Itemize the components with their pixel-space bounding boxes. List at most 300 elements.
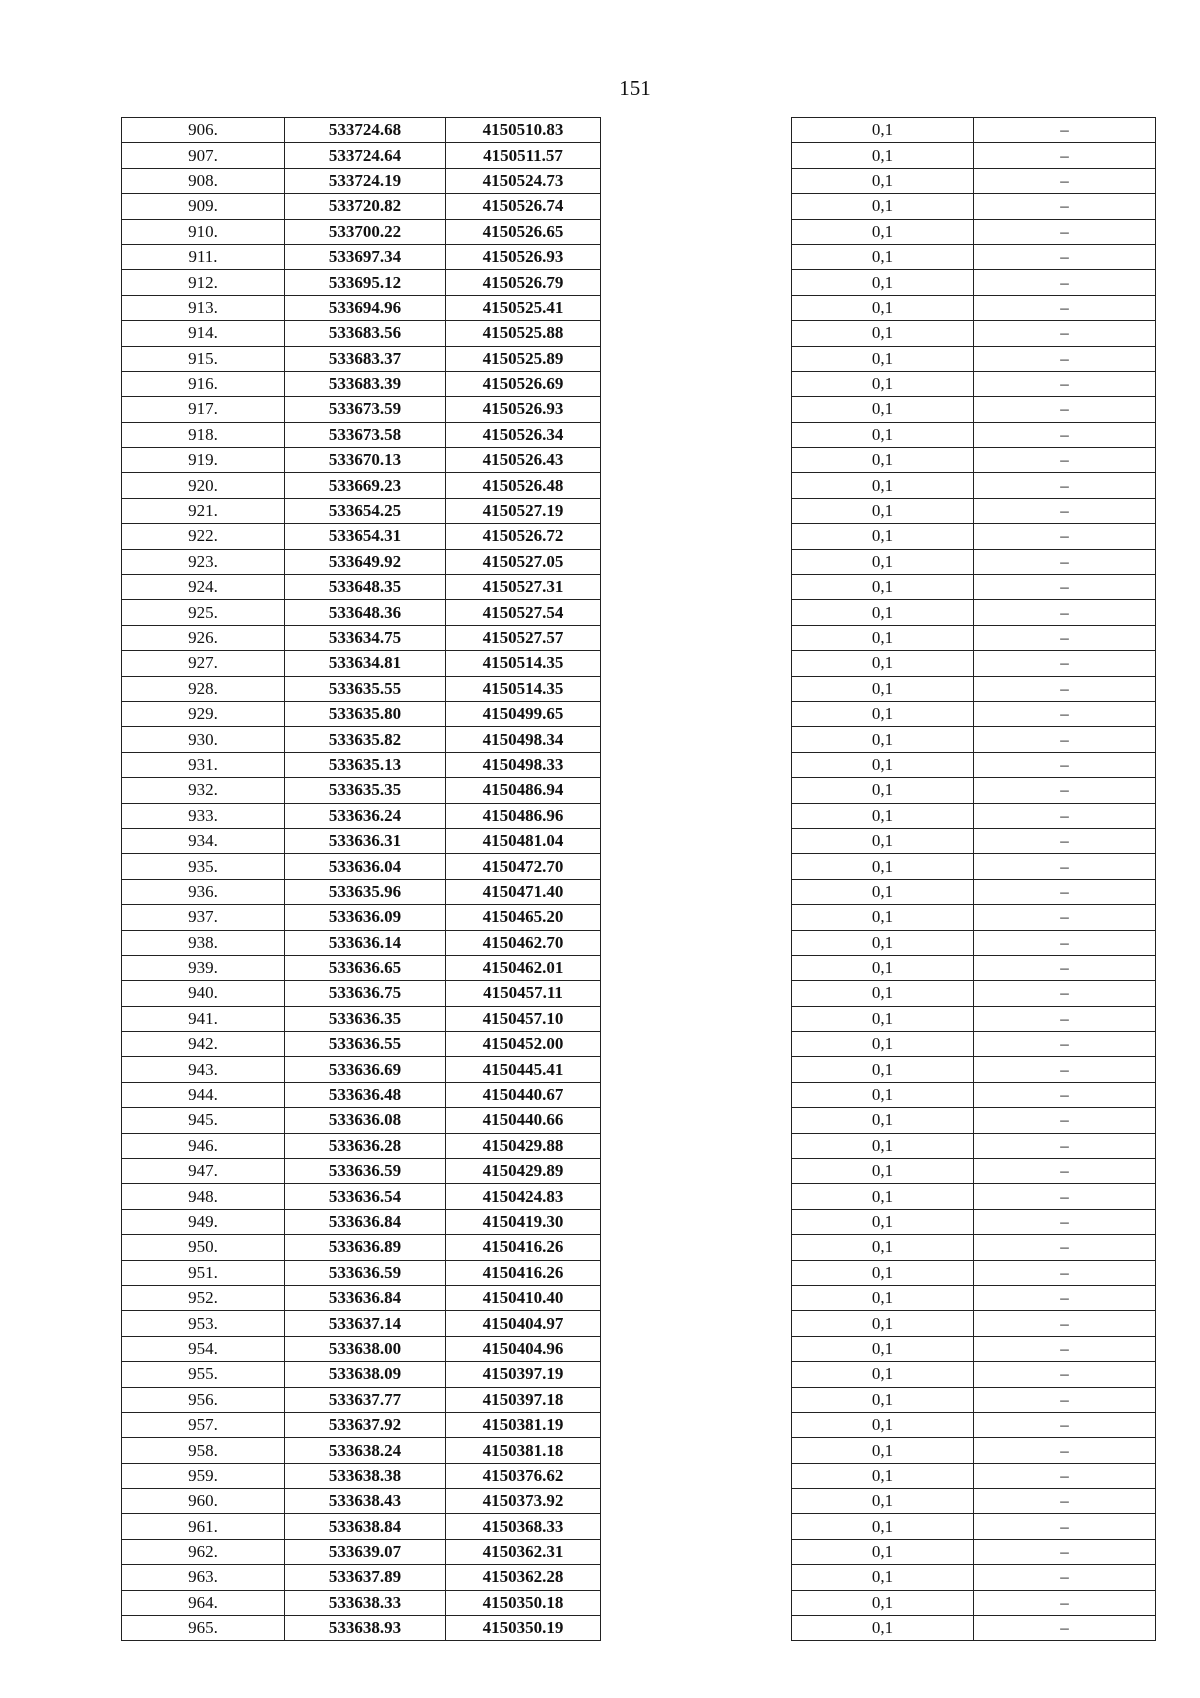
- dash-cell: –: [974, 1311, 1156, 1336]
- accuracy-cell: 0,1: [792, 575, 974, 600]
- table-row: [792, 168, 1156, 193]
- y-coordinate-cell: 4150526.74: [446, 194, 601, 219]
- table-row: [122, 752, 601, 777]
- x-coordinate-cell: 533638.43: [285, 1489, 446, 1514]
- dash-cell: –: [974, 295, 1156, 320]
- y-coordinate-cell: 4150424.83: [446, 1184, 601, 1209]
- accuracy-cell: 0,1: [792, 244, 974, 269]
- table-row: [792, 778, 1156, 803]
- y-coordinate-cell: 4150510.83: [446, 118, 601, 143]
- point-number-cell: 925.: [122, 600, 285, 625]
- y-coordinate-cell: 4150416.26: [446, 1235, 601, 1260]
- y-coordinate-cell: 4150457.11: [446, 981, 601, 1006]
- table-row: [792, 1311, 1156, 1336]
- x-coordinate-cell: 533638.00: [285, 1336, 446, 1361]
- x-coordinate-cell: 533669.23: [285, 473, 446, 498]
- table-row: [792, 1514, 1156, 1539]
- dash-cell: –: [974, 549, 1156, 574]
- x-coordinate-cell: 533673.59: [285, 397, 446, 422]
- point-number-cell: 922.: [122, 524, 285, 549]
- x-coordinate-cell: 533724.19: [285, 168, 446, 193]
- x-coordinate-cell: 533636.89: [285, 1235, 446, 1260]
- table-row: [792, 498, 1156, 523]
- dash-cell: –: [974, 1285, 1156, 1310]
- x-coordinate-cell: 533635.82: [285, 727, 446, 752]
- accuracy-cell: 0,1: [792, 1133, 974, 1158]
- dash-cell: –: [974, 1539, 1156, 1564]
- accuracy-cell: 0,1: [792, 371, 974, 396]
- dash-cell: –: [974, 879, 1156, 904]
- table-row: [122, 270, 601, 295]
- table-row: [792, 1235, 1156, 1260]
- table-row: [122, 498, 601, 523]
- table-row: [792, 321, 1156, 346]
- table-row: [122, 473, 601, 498]
- table-row: [122, 422, 601, 447]
- table-row: [122, 118, 601, 143]
- accuracy-cell: 0,1: [792, 1412, 974, 1437]
- y-coordinate-cell: 4150499.65: [446, 701, 601, 726]
- table-row: [122, 1285, 601, 1310]
- x-coordinate-cell: 533637.14: [285, 1311, 446, 1336]
- dash-cell: –: [974, 1184, 1156, 1209]
- table-row: [122, 575, 601, 600]
- accuracy-cell: 0,1: [792, 1463, 974, 1488]
- accuracy-cell: 0,1: [792, 676, 974, 701]
- dash-cell: –: [974, 803, 1156, 828]
- point-number-cell: 959.: [122, 1463, 285, 1488]
- table-row: [792, 1463, 1156, 1488]
- accuracy-cell: 0,1: [792, 1514, 974, 1539]
- accuracy-cell: 0,1: [792, 1387, 974, 1412]
- y-coordinate-cell: 4150462.01: [446, 955, 601, 980]
- dash-cell: –: [974, 422, 1156, 447]
- y-coordinate-cell: 4150452.00: [446, 1032, 601, 1057]
- table-row: [122, 1387, 601, 1412]
- table-row: [122, 549, 601, 574]
- x-coordinate-cell: 533697.34: [285, 244, 446, 269]
- accuracy-cell: 0,1: [792, 1489, 974, 1514]
- x-coordinate-cell: 533636.54: [285, 1184, 446, 1209]
- table-row: [122, 1336, 601, 1361]
- x-coordinate-cell: 533636.08: [285, 1108, 446, 1133]
- dash-cell: –: [974, 1108, 1156, 1133]
- table-row: [122, 905, 601, 930]
- dash-cell: –: [974, 676, 1156, 701]
- x-coordinate-cell: 533636.48: [285, 1082, 446, 1107]
- table-row: [792, 676, 1156, 701]
- y-coordinate-cell: 4150486.94: [446, 778, 601, 803]
- table-row: [122, 1006, 601, 1031]
- dash-cell: –: [974, 448, 1156, 473]
- table-row: [122, 321, 601, 346]
- y-coordinate-cell: 4150410.40: [446, 1285, 601, 1310]
- y-coordinate-cell: 4150526.65: [446, 219, 601, 244]
- table-row: [792, 1006, 1156, 1031]
- accuracy-cell: 0,1: [792, 1209, 974, 1234]
- dash-cell: –: [974, 473, 1156, 498]
- dash-cell: –: [974, 752, 1156, 777]
- x-coordinate-cell: 533636.35: [285, 1006, 446, 1031]
- point-number-cell: 947.: [122, 1159, 285, 1184]
- accuracy-cell: 0,1: [792, 397, 974, 422]
- y-coordinate-cell: 4150368.33: [446, 1514, 601, 1539]
- accuracy-cell: 0,1: [792, 346, 974, 371]
- table-row: [122, 219, 601, 244]
- x-coordinate-cell: 533673.58: [285, 422, 446, 447]
- x-coordinate-cell: 533639.07: [285, 1539, 446, 1564]
- point-number-cell: 933.: [122, 803, 285, 828]
- table-row: [122, 1616, 601, 1641]
- dash-cell: –: [974, 1590, 1156, 1615]
- dash-cell: –: [974, 1032, 1156, 1057]
- dash-cell: –: [974, 828, 1156, 853]
- dash-cell: –: [974, 1235, 1156, 1260]
- y-coordinate-cell: 4150527.19: [446, 498, 601, 523]
- x-coordinate-cell: 533636.65: [285, 955, 446, 980]
- table-row: [792, 1285, 1156, 1310]
- x-coordinate-cell: 533636.84: [285, 1285, 446, 1310]
- table-row: [792, 600, 1156, 625]
- point-number-cell: 917.: [122, 397, 285, 422]
- coordinates-table-body: [122, 118, 601, 1641]
- table-row: [122, 778, 601, 803]
- table-row: [792, 473, 1156, 498]
- point-number-cell: 913.: [122, 295, 285, 320]
- table-row: [122, 1590, 601, 1615]
- accuracy-cell: 0,1: [792, 194, 974, 219]
- page-number: 151: [619, 76, 651, 100]
- table-row: [122, 1032, 601, 1057]
- accuracy-cell: 0,1: [792, 118, 974, 143]
- dash-cell: –: [974, 194, 1156, 219]
- accuracy-cell: 0,1: [792, 1108, 974, 1133]
- accuracy-cell: 0,1: [792, 219, 974, 244]
- y-coordinate-cell: 4150498.34: [446, 727, 601, 752]
- table-row: [792, 371, 1156, 396]
- table-row: [122, 1057, 601, 1082]
- point-number-cell: 921.: [122, 498, 285, 523]
- table-row: [792, 1438, 1156, 1463]
- accuracy-cell: 0,1: [792, 1006, 974, 1031]
- y-coordinate-cell: 4150514.35: [446, 651, 601, 676]
- y-coordinate-cell: 4150526.93: [446, 244, 601, 269]
- table-row: [122, 1159, 601, 1184]
- accuracy-cell: 0,1: [792, 1260, 974, 1285]
- y-coordinate-cell: 4150526.43: [446, 448, 601, 473]
- table-row: [792, 524, 1156, 549]
- y-coordinate-cell: 4150524.73: [446, 168, 601, 193]
- table-row: [792, 905, 1156, 930]
- x-coordinate-cell: 533695.12: [285, 270, 446, 295]
- table-row: [122, 879, 601, 904]
- table-row: [792, 1032, 1156, 1057]
- point-number-cell: 956.: [122, 1387, 285, 1412]
- table-row: [122, 1463, 601, 1488]
- table-row: [792, 752, 1156, 777]
- point-number-cell: 950.: [122, 1235, 285, 1260]
- dash-cell: –: [974, 575, 1156, 600]
- table-row: [122, 600, 601, 625]
- y-coordinate-cell: 4150514.35: [446, 676, 601, 701]
- accuracy-cell: 0,1: [792, 1539, 974, 1564]
- coordinates-table: [121, 117, 601, 1641]
- dash-cell: –: [974, 1260, 1156, 1285]
- x-coordinate-cell: 533700.22: [285, 219, 446, 244]
- point-number-cell: 920.: [122, 473, 285, 498]
- dash-cell: –: [974, 498, 1156, 523]
- table-row: [792, 1539, 1156, 1564]
- y-coordinate-cell: 4150465.20: [446, 905, 601, 930]
- y-coordinate-cell: 4150526.69: [446, 371, 601, 396]
- x-coordinate-cell: 533634.75: [285, 625, 446, 650]
- table-row: [122, 524, 601, 549]
- table-row: [792, 651, 1156, 676]
- y-coordinate-cell: 4150498.33: [446, 752, 601, 777]
- y-coordinate-cell: 4150376.62: [446, 1463, 601, 1488]
- accuracy-cell: 0,1: [792, 549, 974, 574]
- dash-cell: –: [974, 371, 1156, 396]
- accuracy-cell: 0,1: [792, 1336, 974, 1361]
- point-number-cell: 929.: [122, 701, 285, 726]
- point-number-cell: 939.: [122, 955, 285, 980]
- dash-cell: –: [974, 930, 1156, 955]
- table-row: [792, 143, 1156, 168]
- table-row: [792, 1260, 1156, 1285]
- table-row: [122, 854, 601, 879]
- accuracy-cell: 0,1: [792, 1285, 974, 1310]
- x-coordinate-cell: 533638.93: [285, 1616, 446, 1641]
- x-coordinate-cell: 533638.38: [285, 1463, 446, 1488]
- y-coordinate-cell: 4150525.89: [446, 346, 601, 371]
- x-coordinate-cell: 533635.13: [285, 752, 446, 777]
- y-coordinate-cell: 4150429.89: [446, 1159, 601, 1184]
- point-number-cell: 908.: [122, 168, 285, 193]
- x-coordinate-cell: 533724.68: [285, 118, 446, 143]
- dash-cell: –: [974, 955, 1156, 980]
- table-row: [122, 1539, 601, 1564]
- accuracy-cell: 0,1: [792, 803, 974, 828]
- table-row: [122, 1082, 601, 1107]
- accuracy-cell: 0,1: [792, 448, 974, 473]
- accuracy-cell: 0,1: [792, 295, 974, 320]
- y-coordinate-cell: 4150527.54: [446, 600, 601, 625]
- table-row: [792, 397, 1156, 422]
- y-coordinate-cell: 4150526.34: [446, 422, 601, 447]
- table-row: [792, 1387, 1156, 1412]
- point-number-cell: 948.: [122, 1184, 285, 1209]
- table-row: [122, 1489, 601, 1514]
- y-coordinate-cell: 4150525.41: [446, 295, 601, 320]
- point-number-cell: 926.: [122, 625, 285, 650]
- point-number-cell: 928.: [122, 676, 285, 701]
- point-number-cell: 964.: [122, 1590, 285, 1615]
- accuracy-cell: 0,1: [792, 625, 974, 650]
- x-coordinate-cell: 533648.36: [285, 600, 446, 625]
- table-row: [122, 955, 601, 980]
- table-row: [792, 1489, 1156, 1514]
- table-row: [792, 448, 1156, 473]
- x-coordinate-cell: 533636.59: [285, 1260, 446, 1285]
- x-coordinate-cell: 533636.09: [285, 905, 446, 930]
- table-row: [792, 295, 1156, 320]
- accuracy-cell: 0,1: [792, 270, 974, 295]
- point-number-cell: 937.: [122, 905, 285, 930]
- y-coordinate-cell: 4150526.79: [446, 270, 601, 295]
- table-row: [792, 854, 1156, 879]
- table-row: [122, 930, 601, 955]
- point-number-cell: 961.: [122, 1514, 285, 1539]
- accuracy-cell: 0,1: [792, 1057, 974, 1082]
- accuracy-cell: 0,1: [792, 1362, 974, 1387]
- accuracy-cell: 0,1: [792, 473, 974, 498]
- x-coordinate-cell: 533724.64: [285, 143, 446, 168]
- table-row: [792, 1133, 1156, 1158]
- x-coordinate-cell: 533636.59: [285, 1159, 446, 1184]
- point-number-cell: 924.: [122, 575, 285, 600]
- dash-cell: –: [974, 1438, 1156, 1463]
- y-coordinate-cell: 4150525.88: [446, 321, 601, 346]
- table-row: [792, 1590, 1156, 1615]
- point-number-cell: 945.: [122, 1108, 285, 1133]
- x-coordinate-cell: 533635.96: [285, 879, 446, 904]
- accuracy-cell: 0,1: [792, 1438, 974, 1463]
- dash-cell: –: [974, 1387, 1156, 1412]
- point-number-cell: 927.: [122, 651, 285, 676]
- accuracy-cell: 0,1: [792, 321, 974, 346]
- point-number-cell: 951.: [122, 1260, 285, 1285]
- table-row: [792, 828, 1156, 853]
- dash-cell: –: [974, 651, 1156, 676]
- dash-cell: –: [974, 270, 1156, 295]
- dash-cell: –: [974, 244, 1156, 269]
- point-number-cell: 934.: [122, 828, 285, 853]
- accuracy-cell: 0,1: [792, 1590, 974, 1615]
- table-row: [122, 1311, 601, 1336]
- table-row: [792, 1209, 1156, 1234]
- dash-cell: –: [974, 346, 1156, 371]
- y-coordinate-cell: 4150481.04: [446, 828, 601, 853]
- point-number-cell: 923.: [122, 549, 285, 574]
- point-number-cell: 954.: [122, 1336, 285, 1361]
- dash-cell: –: [974, 118, 1156, 143]
- point-number-cell: 946.: [122, 1133, 285, 1158]
- point-number-cell: 941.: [122, 1006, 285, 1031]
- x-coordinate-cell: 533694.96: [285, 295, 446, 320]
- accuracy-cell: 0,1: [792, 981, 974, 1006]
- y-coordinate-cell: 4150397.18: [446, 1387, 601, 1412]
- dash-cell: –: [974, 778, 1156, 803]
- table-row: [122, 194, 601, 219]
- x-coordinate-cell: 533636.14: [285, 930, 446, 955]
- dash-cell: –: [974, 1057, 1156, 1082]
- point-number-cell: 942.: [122, 1032, 285, 1057]
- y-coordinate-cell: 4150472.70: [446, 854, 601, 879]
- accuracy-cell: 0,1: [792, 498, 974, 523]
- y-coordinate-cell: 4150511.57: [446, 143, 601, 168]
- table-row: [122, 168, 601, 193]
- x-coordinate-cell: 533720.82: [285, 194, 446, 219]
- x-coordinate-cell: 533635.35: [285, 778, 446, 803]
- accuracy-cell: 0,1: [792, 955, 974, 980]
- dash-cell: –: [974, 625, 1156, 650]
- y-coordinate-cell: 4150416.26: [446, 1260, 601, 1285]
- point-number-cell: 918.: [122, 422, 285, 447]
- y-coordinate-cell: 4150350.18: [446, 1590, 601, 1615]
- y-coordinate-cell: 4150419.30: [446, 1209, 601, 1234]
- table-row: [122, 1184, 601, 1209]
- table-row: [792, 422, 1156, 447]
- accuracy-cell: 0,1: [792, 1082, 974, 1107]
- point-number-cell: 932.: [122, 778, 285, 803]
- y-coordinate-cell: 4150397.19: [446, 1362, 601, 1387]
- point-number-cell: 962.: [122, 1539, 285, 1564]
- x-coordinate-cell: 533636.75: [285, 981, 446, 1006]
- table-row: [122, 1565, 601, 1590]
- y-coordinate-cell: 4150440.67: [446, 1082, 601, 1107]
- point-number-cell: 935.: [122, 854, 285, 879]
- point-number-cell: 915.: [122, 346, 285, 371]
- point-number-cell: 944.: [122, 1082, 285, 1107]
- x-coordinate-cell: 533683.39: [285, 371, 446, 396]
- x-coordinate-cell: 533637.77: [285, 1387, 446, 1412]
- dash-cell: –: [974, 1463, 1156, 1488]
- point-number-cell: 953.: [122, 1311, 285, 1336]
- point-number-cell: 958.: [122, 1438, 285, 1463]
- table-row: [792, 118, 1156, 143]
- table-row: [122, 803, 601, 828]
- x-coordinate-cell: 533636.04: [285, 854, 446, 879]
- x-coordinate-cell: 533637.92: [285, 1412, 446, 1437]
- table-row: [792, 1565, 1156, 1590]
- y-coordinate-cell: 4150527.31: [446, 575, 601, 600]
- point-number-cell: 943.: [122, 1057, 285, 1082]
- table-row: [122, 244, 601, 269]
- x-coordinate-cell: 533636.28: [285, 1133, 446, 1158]
- table-row: [122, 727, 601, 752]
- dash-cell: –: [974, 524, 1156, 549]
- table-row: [792, 575, 1156, 600]
- y-coordinate-cell: 4150381.18: [446, 1438, 601, 1463]
- dash-cell: –: [974, 701, 1156, 726]
- y-coordinate-cell: 4150457.10: [446, 1006, 601, 1031]
- dash-cell: –: [974, 1362, 1156, 1387]
- point-number-cell: 963.: [122, 1565, 285, 1590]
- point-number-cell: 960.: [122, 1489, 285, 1514]
- point-number-cell: 936.: [122, 879, 285, 904]
- y-coordinate-cell: 4150373.92: [446, 1489, 601, 1514]
- dash-cell: –: [974, 1565, 1156, 1590]
- table-row: [122, 676, 601, 701]
- y-coordinate-cell: 4150350.19: [446, 1616, 601, 1641]
- table-row: [122, 1362, 601, 1387]
- y-coordinate-cell: 4150362.31: [446, 1539, 601, 1564]
- y-coordinate-cell: 4150527.05: [446, 549, 601, 574]
- x-coordinate-cell: 533648.35: [285, 575, 446, 600]
- point-number-cell: 909.: [122, 194, 285, 219]
- table-row: [122, 1133, 601, 1158]
- accuracy-cell: 0,1: [792, 879, 974, 904]
- table-row: [122, 701, 601, 726]
- table-row: [792, 1616, 1156, 1641]
- y-coordinate-cell: 4150440.66: [446, 1108, 601, 1133]
- dash-cell: –: [974, 854, 1156, 879]
- table-row: [792, 1184, 1156, 1209]
- table-row: [792, 244, 1156, 269]
- table-row: [792, 1412, 1156, 1437]
- table-row: [122, 1412, 601, 1437]
- x-coordinate-cell: 533670.13: [285, 448, 446, 473]
